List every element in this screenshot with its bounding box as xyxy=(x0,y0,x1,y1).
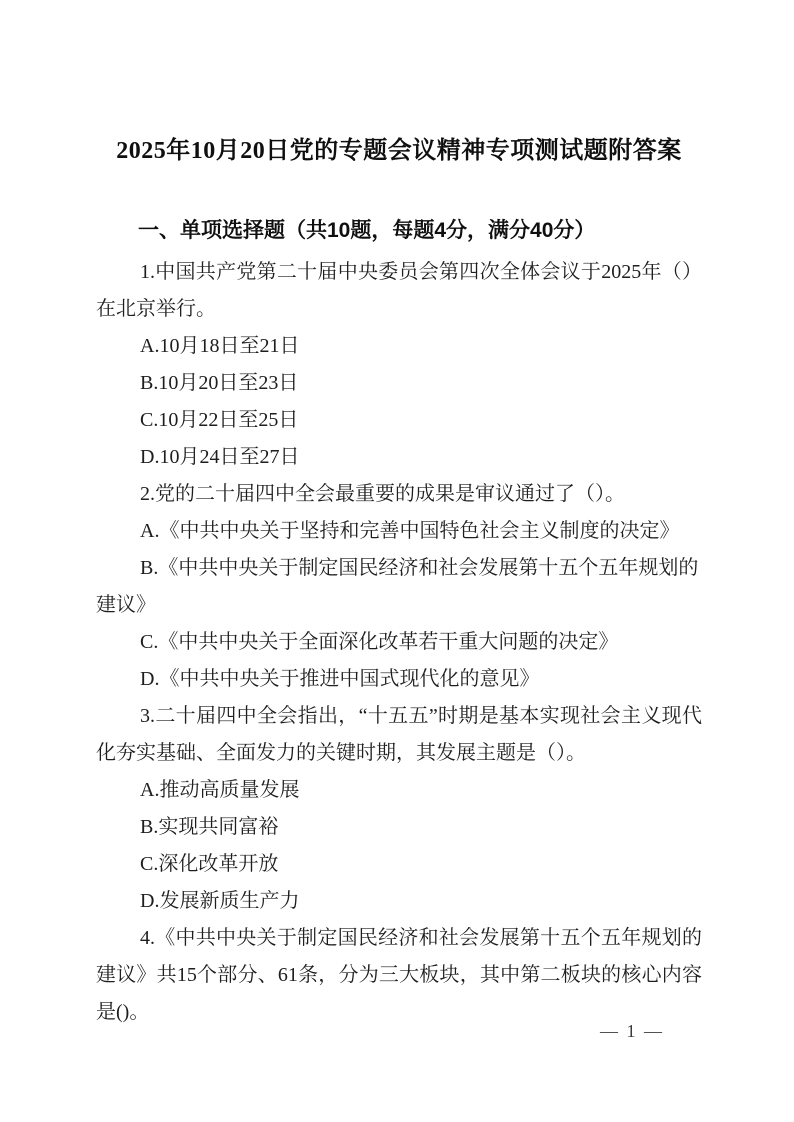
option-item: D.10月24日至27日 xyxy=(140,446,300,468)
question-3 xyxy=(96,698,702,920)
option-item: D.《中共中央关于推进中国式现代化的意见》 xyxy=(140,668,540,690)
option-item: C.《中共中央关于全面深化改革若干重大问题的决定》 xyxy=(140,631,619,653)
option-item: A.10月18日至21日 xyxy=(140,335,300,357)
question-stem: 3.二十届四中全会指出，“十五五”时期是基本实现社会主义现代化夯实基础、全面发力的关键时期，其发展主题是（）。 xyxy=(96,705,702,764)
page-footer xyxy=(600,1020,664,1042)
page-number: — 1 — xyxy=(600,1021,664,1041)
option-item: C.10月22日至25日 xyxy=(140,409,299,431)
question-stem: 4.《中共中央关于制定国民经济和社会发展第十五个五年规划的建议》共15个部分、61条，分为三大板块，其中第二板块的核心内容是()。 xyxy=(96,927,702,1023)
question-stem: 1.中国共产党第二十届中央委员会第四次全体会议于2025年（）在北京举行。 xyxy=(96,261,702,320)
section-heading: 一、单项选择题（共10题，每题4分，满分40分） xyxy=(138,219,596,242)
question-stem: 2.党的二十届四中全会最重要的成果是审议通过了（）。 xyxy=(140,483,625,505)
option-item: D.发展新质生产力 xyxy=(140,890,300,912)
option-item: C.深化改革开放 xyxy=(140,853,279,875)
document-title: 2025年10月20日党的专题会议精神专项测试题附答案 xyxy=(116,138,682,164)
option-item: B.《中共中央关于制定国民经济和社会发展第十五个五年规划的建议》 xyxy=(96,557,699,616)
question-4 xyxy=(96,920,702,1031)
question-2 xyxy=(96,476,702,698)
option-item: B.10月20日至23日 xyxy=(140,372,299,394)
option-item: B.实现共同富裕 xyxy=(140,816,279,838)
question-1 xyxy=(96,254,702,476)
option-item: A.推动高质量发展 xyxy=(140,779,300,801)
option-item: A.《中共中央关于坚持和完善中国特色社会主义制度的决定》 xyxy=(140,520,680,542)
